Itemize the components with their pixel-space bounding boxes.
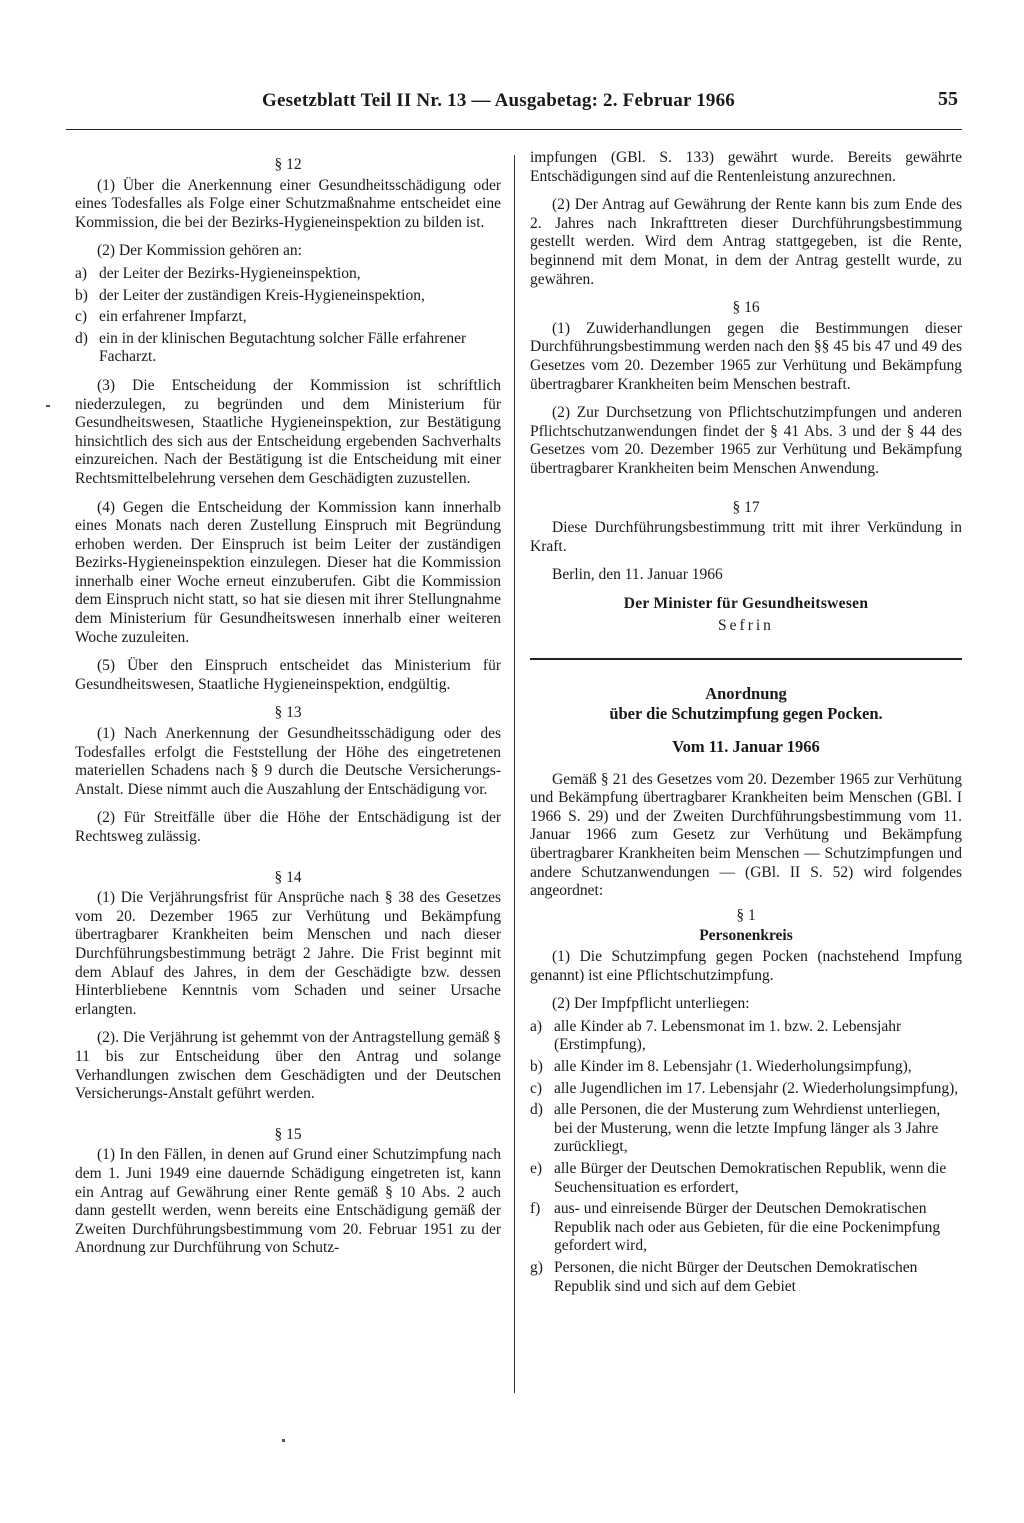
section-heading: § 13 <box>274 704 302 722</box>
section-heading: § 14 <box>274 868 302 886</box>
paragraph: (1) Nach Anerkennung der Gesundheitsschädigung oder des Todesfalles erfolgt die Feststellung der Höhe des eingetretenen materiellen Schadens nach § 9 durch die Deutsche Versicherungs-Anstalt. Diese nimmt auch die Auszahlung der Entschädigung vor. <box>75 725 501 798</box>
list-item: b) der Leiter der zuständigen Kreis-Hygieneinspektion, <box>75 286 425 304</box>
section-rule <box>530 658 962 660</box>
paragraph: (1) Über die Anerkennung einer Gesundheitsschädigung oder eines Todesfalles als Folge einer Schutzmaßnahme entscheidet eine Kommission, die bei der Bezirks-Hygieneinspektion zu bilden ist. <box>75 176 501 231</box>
right-column <box>530 149 962 1306</box>
member-list <box>75 265 501 367</box>
signer-title: Der Minister für Gesundheitswesen <box>623 594 869 612</box>
list-item: b) alle Kinder im 8. Lebensjahr (1. Wiederholungsimpfung), <box>530 1057 912 1075</box>
anordnung-title: Anordnung über die Schutzimpfung gegen Pocken. <box>609 684 883 724</box>
paragraph: (1) In den Fällen, in denen auf Grund einer Schutzimpfung nach dem 1. Juni 1949 eine dauernde Schädigung eingetreten ist, kann ein Antrag auf Gewährung einer Rente gemäß § 10 Abs. 2 auch dann gestellt werden, wenn bereits eine Entschädigung gemäß der Zweiten Durchführungsbestimmung vom 20. Februar 1951 zu der Anordnung zur Durchführung von Schutz- <box>75 1146 501 1257</box>
section-heading: § 17 <box>732 498 760 516</box>
paragraph: (2) Für Streitfälle über die Höhe der Entschädigung ist der Rechtsweg zulässig. <box>75 809 501 845</box>
list-item: a) alle Kinder ab 7. Lebensmonat im 1. bzw. 2. Lebensjahr (Erstimpfung), <box>530 1017 902 1054</box>
list-item: a) der Leiter der Bezirks-Hygieneinspektion, <box>75 264 361 282</box>
paragraph: (2) Zur Durchsetzung von Pflichtschutzimpfungen und anderen Pflichtschutzanwendungen findet der § 41 Abs. 3 und der § 44 des Gesetzes vom 20. Dezember 1965 zur Verhütung und Bekämpfung übertragbarer Krankheiten beim Menschen Anwendung. <box>530 404 962 477</box>
paragraph: (1) Die Schutzimpfung gegen Pocken (nachstehend Impfung genannt) ist eine Pflichtschutzimpfung. <box>530 948 962 984</box>
section-heading: § 15 <box>274 1125 302 1143</box>
section-heading: § 12 <box>274 156 302 173</box>
section-subheading: Personenkreis <box>699 927 793 945</box>
header-rule <box>66 129 962 130</box>
list-item: g) Personen, die nicht Bürger der Deutschen Demokratischen Republik sind und sich auf dem Gebiet <box>530 1258 918 1295</box>
impfpflicht-list <box>530 1018 962 1296</box>
paragraph: (2). Die Verjährung ist gehemmt von der Antragstellung gemäß § 11 bis zur Entscheidung über den Antrag und solange Verhandlungen zwischen dem Geschädigten und der Deutschen Versicherungs-Anstalt geführt werden. <box>75 1029 501 1103</box>
paragraph: Gemäß § 21 des Gesetzes vom 20. Dezember 1965 zur Verhütung und Bekämpfung übertragbarer Krankheiten beim Menschen (GBl. I 1966 S. 29) und der Zweiten Durchführungsbestimmung vom 11. Januar 1966 zum Gesetz zur Verhütung und Bekämpfung übertragbarer Krankheiten beim Menschen — Schutzimpfungen und andere Schutzanwendungen — (GBl. II S. 52) wird folgendes angeordnet: <box>530 770 962 900</box>
list-item: f) aus- und einreisende Bürger der Deutschen Demokratischen Republik nach oder aus Gebieten, für die eine Pockenimpfung gefordert wird, <box>530 1200 941 1255</box>
paragraph: (1) Zuwiderhandlungen gegen die Bestimmungen dieser Durchführungsbestimmung werden nach den §§ 45 bis 47 und 49 des Gesetzes vom 20. Dezember 1965 zur Verhütung und Bekämpfung übertragbarer Krankheiten beim Menschen bestraft. <box>530 319 962 393</box>
paragraph: (1) Die Verjährungsfrist für Ansprüche nach § 38 des Gesetzes vom 20. Dezember 1965 zur Verhütung und Bekämpfung übertragbarer Krankheiten beim Menschen und nach dieser Durchführungsbestimmung beträgt 2 Jahre. Die Frist beginnt mit dem Ablauf des Jahres, in dem der Geschädigte bzw. dessen Hinterbliebene Kenntnis vom Schaden und seiner Ursache erlangten. <box>75 889 501 1018</box>
list-item: d) alle Personen, die der Musterung zum Wehrdienst unterliegen, bei der Musterung, wenn die letzte Impfung länger als 3 Jahre zurückliegt, <box>530 1101 941 1156</box>
scan-mark <box>46 405 50 407</box>
list-item: c) alle Jugendlichen im 17. Lebensjahr (2. Wiederholungsimpfung), <box>530 1079 959 1097</box>
column-divider <box>514 155 515 1393</box>
paragraph: (3) Die Entscheidung der Kommission ist schriftlich niederzulegen, zu begründen und dem Ministerium für Gesundheitswesen, Staatliche Hygieneinspektion, zur Bestätigung hinsichtlich des sich aus der Entscheidung ergebenden Sachverhalts einzureichen. Nach der Bestätigung ist die Entscheidung mit einer Rechtsmittelbelehrung versehen dem Geschädigten zuzustellen. <box>75 376 501 487</box>
paragraph: (2) Der Impfpflicht unterliegen: <box>552 995 750 1013</box>
signer-name: Sefrin <box>718 617 774 635</box>
list-item: e) alle Bürger der Deutschen Demokratischen Republik, wenn die Seuchensituation es erfordert, <box>530 1159 947 1196</box>
paragraph: (2) Der Kommission gehören an: <box>97 242 302 260</box>
header-title: Gesetzblatt Teil II Nr. 13 — Ausgabetag: 2. Februar 1966 <box>262 90 736 111</box>
paragraph: Diese Durchführungsbestimmung tritt mit ihrer Verkündung in Kraft. <box>530 519 962 555</box>
scan-mark <box>282 1439 285 1442</box>
left-column <box>75 156 501 1268</box>
page-number: 55 <box>938 88 958 110</box>
section-heading: § 1 <box>736 906 756 924</box>
list-item: c) ein erfahrener Impfarzt, <box>75 308 247 326</box>
list-item: d) ein in der klinischen Begutachtung solcher Fälle erfahrener Facharzt. <box>75 329 467 366</box>
place-date: Berlin, den 11. Januar 1966 <box>552 566 723 584</box>
paragraph: (4) Gegen die Entscheidung der Kommission kann innerhalb eines Monats nach deren Zustellung Einspruch mit Begründung erhoben werden. Der Einspruch ist beim Leiter der zuständigen Bezirks-Hygieneinspektion einzulegen. Dieser hat die Kommission innerhalb einer Woche erneut einzuberufen. Gibt die Kommission dem Einspruch nicht statt, so hat sie diesen mit ihrer Stellungnahme dem Ministerium für Gesundheitswesen innerhalb einer weiteren Woche zuzuleiten. <box>75 498 501 646</box>
anordnung-date: Vom 11. Januar 1966 <box>672 737 820 757</box>
paragraph: (2) Der Antrag auf Gewährung der Rente kann bis zum Ende des 2. Jahres nach Inkrafttreten dieser Durchführungsbestimmung gestellt werden. Wird dem Antrag stattgegeben, ist die Rente, beginnend mit dem Monat, in dem der Antrag gestellt wurde, zu gewähren. <box>530 196 962 288</box>
paragraph: (5) Über den Einspruch entscheidet das Ministerium für Gesundheitswesen, Staatliche Hygieneinspektion, endgültig. <box>75 657 501 693</box>
paragraph-continued: impfungen (GBl. S. 133) gewährt wurde. Bereits gewährte Entschädigungen sind auf die Rentenleistung anzurechnen. <box>530 149 962 185</box>
page-header <box>66 86 958 116</box>
section-heading: § 16 <box>732 299 760 317</box>
